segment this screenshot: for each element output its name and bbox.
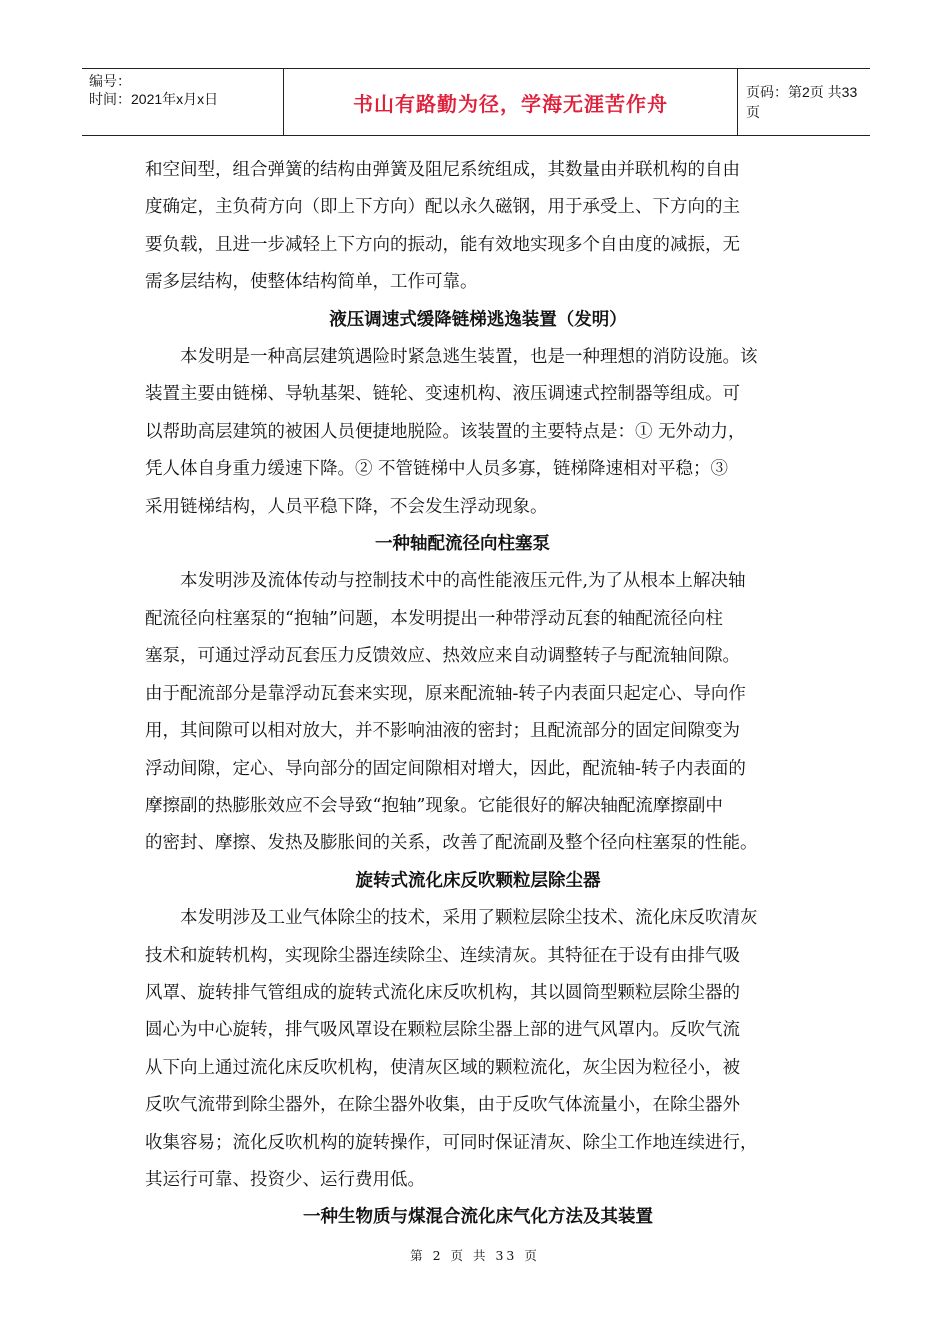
paragraph-line: 用，其间隙可以相对放大，并不影响油液的密封；且配流部分的固定间隙变为 [145,721,740,742]
paragraph-line: 本发明涉及工业气体除尘的技术，采用了颗粒层除尘技术、流化床反吹清灰 [180,908,758,929]
section-heading: 一种生物质与煤混合流化床气化方法及其装置 [303,1207,653,1228]
section-paragraph [145,563,811,862]
page-footer: 第 2 页 共 33 页 [410,1248,540,1263]
paragraph-line: 配流径向柱塞泵的“抱轴”问题，本发明提出一种带浮动瓦套的轴配流径向柱 [145,608,723,629]
intro-paragraph [145,152,811,302]
document-number-label: 编号： [89,73,131,89]
paragraph-line: 由于配流部分是靠浮动瓦套来实现，原来配流轴-转子内表面只起定心、导向作 [145,683,746,704]
paragraph-line: 技术和旋转机构，实现除尘器连续除尘、连续清灰。其特征在于设有由排气吸 [145,945,740,966]
section-heading: 旋转式流化床反吹颗粒层除尘器 [355,870,601,891]
header-meta [82,69,283,135]
paragraph-line: 本发明是一种高层建筑遇险时紧急逃生装置，也是一种理想的消防设施。该 [180,347,758,368]
paragraph-line: 需多层结构，使整体结构简单，工作可靠。 [145,272,478,293]
section-heading: 液压调速式缓降链梯逃逸装置（发明） [329,309,627,330]
document-body [145,152,811,1237]
paragraph-line: 要负载，且进一步减轻上下方向的振动，能有效地实现多个自由度的减振，无 [145,234,740,255]
paragraph-line: 和空间型，组合弹簧的结构由弹簧及阻尼系统组成，其数量由并联机构的自由 [145,160,740,180]
paragraph-line: 装置主要由链梯、导轨基架、链轮、变速机构、液压调速式控制器等组成。可 [145,384,740,405]
paragraph-line: 本发明涉及流体传动与控制技术中的高性能液压元件,为了从根本上解决轴 [180,571,746,592]
header-motto: 书山有路勤为径，学海无涯苦作舟 [353,91,668,116]
page-header [82,68,870,136]
paragraph-line: 收集容易；流化反吹机构的旋转操作，可同时保证清灰、除尘工作地连续进行， [145,1132,758,1153]
paragraph-line: 反吹气流带到除尘器外，在除尘器外收集，由于反吹气体流量小，在除尘器外 [145,1095,740,1116]
paragraph-line: 圆心为中心旋转，排气吸风罩设在颗粒层除尘器上部的进气风罩内。反吹气流 [145,1020,740,1041]
paragraph-line: 其运行可靠、投资少、运行费用低。 [145,1169,425,1190]
paragraph-line: 塞泵，可通过浮动瓦套压力反馈效应、热效应来自动调整转子与配流轴间隙。 [145,646,740,667]
paragraph-line: 采用链梯结构，人员平稳下降，不会发生浮动现象。 [145,496,548,517]
paragraph-line: 凭人体自身重力缓速下降。② 不管链梯中人员多寡，链梯降速相对平稳；③ [145,459,729,480]
paragraph-line: 浮动间隙，定心、导向部分的固定间隙相对增大，因此，配流轴-转子内表面的 [145,758,746,779]
paragraph-line: 度确定，主负荷方向（即上下方向）配以永久磁钢，用于承受上、下方向的主 [145,197,740,218]
header-page-info: 页码：第2页 共33页 [746,84,858,120]
paragraph-line: 以帮助高层建筑的被困人员便捷地脱险。该装置的主要特点是：① 无外动力， [145,421,746,442]
section-paragraph [145,900,811,1199]
header-motto-cell [283,69,738,135]
paragraph-line: 风罩、旋转排气管组成的旋转式流化床反吹机构，其以圆筒型颗粒层除尘器的 [145,982,740,1003]
paragraph-line: 摩擦副的热膨胀效应不会导致“抱轴”现象。它能很好的解决轴配流摩擦副中 [145,795,723,816]
paragraph-line: 从下向上通过流化床反吹机构，使清灰区域的颗粒流化，灰尘因为粒径小，被 [145,1057,740,1078]
section-paragraph [145,339,811,526]
section-heading: 一种轴配流径向柱塞泵 [375,534,550,555]
document-time-label: 时间：2021年x月x日 [89,91,219,107]
paragraph-line: 的密封、摩擦、发热及膨胀间的关系，改善了配流副及整个径向柱塞泵的性能。 [145,833,758,854]
